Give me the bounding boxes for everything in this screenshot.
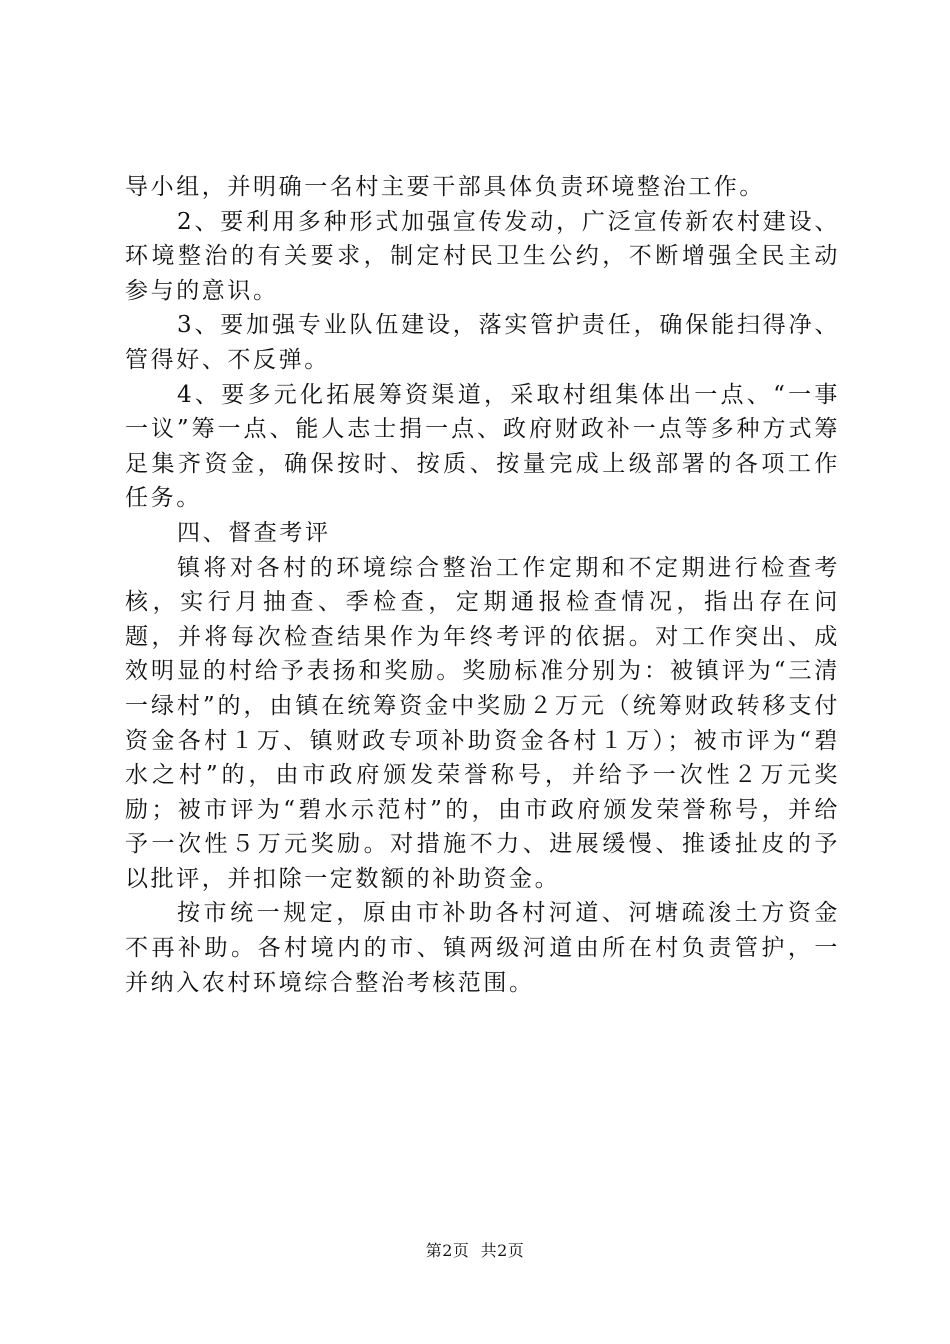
document-body <box>125 170 840 1000</box>
page-footer <box>0 1240 950 1262</box>
paragraph-regulation: 按市统一规定，原由市补助各村河道、河塘疏浚土方资金不再补助。各村境内的市、镇两级河道由所在村负责管护，一并纳入农村环境综合整治考核范围。 <box>125 900 840 996</box>
section-heading: 四、督查考评 <box>177 519 331 546</box>
paragraph-item-3: 3、要加强专业队伍建设，落实管护责任，确保能扫得净、管得好、不反弹。 <box>125 312 840 373</box>
paragraph-item-2: 2、要利用多种形式加强宣传发动，广泛宣传新农村建设、环境整治的有关要求，制定村民卫生公约，不断增强全民主动参与的意识。 <box>125 208 840 304</box>
paragraph-item-4: 4、要多元化拓展筹资渠道，采取村组集体出一点、“一事一议”筹一点、能人志士捐一点、政府财政补一点等多种方式筹足集齐资金，确保按时、按质、按量完成上级部署的各项工作任务。 <box>125 381 840 512</box>
paragraph-continuation: 导小组，并明确一名村主要干部具体负责环境整治工作。 <box>125 174 765 200</box>
paragraph-inspection: 镇将对各村的环境综合整治工作定期和不定期进行检查考核，实行月抽查、季检查，定期通报检查情况，指出存在问题，并将每次检查结果作为年终考评的依据。对工作突出、成效明显的村给予表扬和奖励。奖励标准分别为：被镇评为“三清一绿村”的，由镇在统筹资金中奖励２万元（统筹财政转移支付资金各村１万、镇财政专项补助资金各村１万）；被市评为“碧水之村”的，由市政府颁发荣誉称号，并给予一次性２万元奖励；被市评为“碧水示范村”的，由市政府颁发荣誉称号，并给予一次性５万元奖励。对措施不力、进展缓慢、推诿扯皮的予以批评，并扣除一定数额的补助资金。 <box>125 554 840 892</box>
page-number: 第2页 共2页 <box>425 1241 525 1260</box>
